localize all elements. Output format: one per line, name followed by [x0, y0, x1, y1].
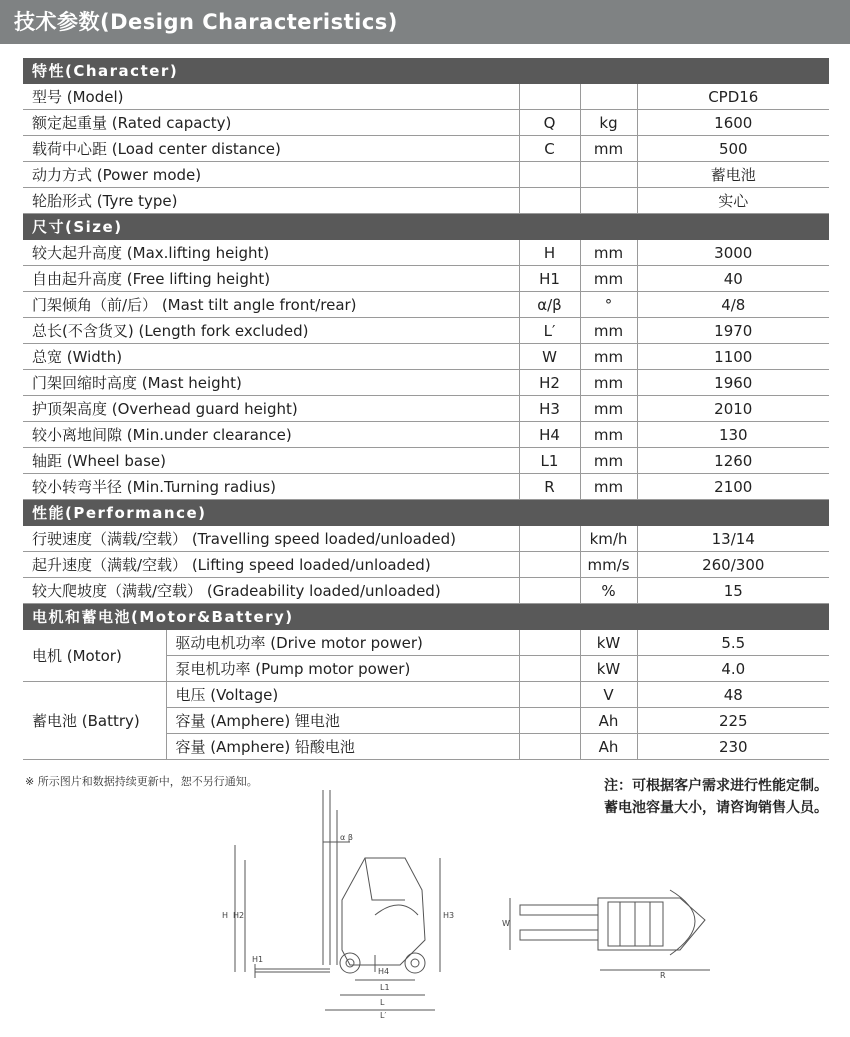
spec-unit: kW: [580, 656, 637, 682]
spec-unit: mm: [580, 344, 637, 370]
label-w: W: [502, 919, 510, 928]
label-h4: H4: [378, 967, 390, 976]
spec-label: 门架倾角（前/后） (Mast tilt angle front/rear): [23, 292, 519, 318]
spec-row: [23, 370, 829, 396]
spec-label: 轴距 (Wheel base): [23, 448, 519, 474]
spec-label: 起升速度（满载/空载） (Lifting speed loaded/unloaded): [23, 552, 519, 578]
spec-row: [23, 266, 829, 292]
spec-row: [23, 474, 829, 500]
spec-row: [23, 630, 829, 656]
spec-value: 230: [637, 734, 829, 760]
spec-unit: mm: [580, 136, 637, 162]
spec-label: 较小转弯半径 (Min.Turning radius): [23, 474, 519, 500]
spec-label: 较小离地间隙 (Min.under clearance): [23, 422, 519, 448]
spec-label: 较大爬坡度（满载/空载） (Gradeability loaded/unloaded): [23, 578, 519, 604]
spec-unit: Ah: [580, 708, 637, 734]
section-title: 尺寸(Size): [23, 214, 829, 240]
label-h2: H2: [233, 911, 245, 920]
label-alpha-beta: α β: [340, 833, 353, 842]
spec-unit: V: [580, 682, 637, 708]
spec-unit: kg: [580, 110, 637, 136]
spec-row: [23, 448, 829, 474]
spec-value: 15: [637, 578, 829, 604]
footnote-line-2: 蓄电池容量大小，请咨询销售人员。: [604, 800, 828, 816]
spec-symbol: Q: [519, 110, 580, 136]
spec-symbol: α/β: [519, 292, 580, 318]
spec-unit: mm: [580, 422, 637, 448]
label-r: R: [660, 971, 666, 980]
spec-row: [23, 292, 829, 318]
label-h1: H1: [252, 955, 264, 964]
spec-label: 轮胎形式 (Tyre type): [23, 188, 519, 214]
spec-symbol: [519, 656, 580, 682]
section-character: [23, 58, 829, 84]
spec-symbol: [519, 526, 580, 552]
page-title: 技术参数(Design Characteristics): [14, 10, 398, 34]
spec-row: [23, 162, 829, 188]
spec-unit: %: [580, 578, 637, 604]
group-label: 蓄电池 (Battry): [23, 682, 166, 760]
top-fork-right: [520, 930, 598, 940]
spec-unit: kW: [580, 630, 637, 656]
spec-symbol: C: [519, 136, 580, 162]
forklift-diagram: [200, 780, 720, 1020]
spec-value: 1960: [637, 370, 829, 396]
group-label: 电机 (Motor): [23, 630, 166, 682]
spec-row: [23, 552, 829, 578]
truck-body: [342, 858, 425, 965]
spec-row: [23, 110, 829, 136]
spec-table: [23, 58, 829, 760]
spec-row: [23, 682, 829, 708]
spec-value: 4/8: [637, 292, 829, 318]
spec-value: 225: [637, 708, 829, 734]
spec-unit: mm: [580, 448, 637, 474]
spec-symbol: [519, 578, 580, 604]
label-l1: L1: [380, 983, 390, 992]
spec-label: 较大起升高度 (Max.lifting height): [23, 240, 519, 266]
spec-unit: [580, 84, 637, 110]
spec-value: 2100: [637, 474, 829, 500]
spec-value: 13/14: [637, 526, 829, 552]
spec-value: 3000: [637, 240, 829, 266]
spec-row: [23, 526, 829, 552]
spec-unit: mm/s: [580, 552, 637, 578]
spec-value: 蓄电池: [637, 162, 829, 188]
spec-row: [23, 318, 829, 344]
spec-symbol: [519, 188, 580, 214]
spec-symbol: [519, 682, 580, 708]
spec-symbol: [519, 162, 580, 188]
spec-unit: mm: [580, 240, 637, 266]
spec-symbol: [519, 734, 580, 760]
spec-value: 实心: [637, 188, 829, 214]
spec-label: 总宽 (Width): [23, 344, 519, 370]
label-lprime: L′: [380, 1011, 387, 1020]
spec-symbol: [519, 84, 580, 110]
spec-value: 1260: [637, 448, 829, 474]
section-title: 电机和蓄电池(Motor&Battery): [23, 604, 829, 630]
footnote-disclaimer: ※ 所示图片和数据持续更新中，恕不另行通知。: [25, 775, 258, 788]
spec-label: 额定起重量 (Rated capacty): [23, 110, 519, 136]
section-motor-battery: [23, 604, 829, 630]
spec-value: 260/300: [637, 552, 829, 578]
spec-value: 1600: [637, 110, 829, 136]
spec-symbol: R: [519, 474, 580, 500]
spec-value: 130: [637, 422, 829, 448]
spec-symbol: L′: [519, 318, 580, 344]
spec-symbol: H: [519, 240, 580, 266]
spec-symbol: H3: [519, 396, 580, 422]
label-l: L: [380, 998, 385, 1007]
spec-label: 护顶架高度 (Overhead guard height): [23, 396, 519, 422]
spec-unit: mm: [580, 370, 637, 396]
section-title: 特性(Character): [23, 58, 829, 84]
spec-symbol: [519, 552, 580, 578]
spec-symbol: L1: [519, 448, 580, 474]
spec-symbol: [519, 630, 580, 656]
spec-row: [23, 344, 829, 370]
spec-row: [23, 422, 829, 448]
spec-symbol: [519, 708, 580, 734]
spec-label: 容量 (Amphere) 锂电池: [166, 708, 519, 734]
spec-row: [23, 240, 829, 266]
title-bar: [0, 0, 850, 44]
label-h3: H3: [443, 911, 455, 920]
spec-symbol: W: [519, 344, 580, 370]
spec-value: 4.0: [637, 656, 829, 682]
spec-unit: mm: [580, 396, 637, 422]
spec-unit: [580, 188, 637, 214]
spec-unit: Ah: [580, 734, 637, 760]
spec-label: 门架回缩时高度 (Mast height): [23, 370, 519, 396]
spec-value: 1100: [637, 344, 829, 370]
spec-row: [23, 396, 829, 422]
spec-value: 1970: [637, 318, 829, 344]
spec-value: 5.5: [637, 630, 829, 656]
spec-label: 泵电机功率 (Pump motor power): [166, 656, 519, 682]
rear-wheel: [405, 953, 425, 973]
spec-symbol: H2: [519, 370, 580, 396]
spec-row: [23, 84, 829, 110]
spec-row: [23, 188, 829, 214]
spec-label: 电压 (Voltage): [166, 682, 519, 708]
spec-row: [23, 136, 829, 162]
spec-value: 40: [637, 266, 829, 292]
spec-symbol: H1: [519, 266, 580, 292]
spec-label: 驱动电机功率 (Drive motor power): [166, 630, 519, 656]
spec-label: 容量 (Amphere) 铅酸电池: [166, 734, 519, 760]
spec-value: 2010: [637, 396, 829, 422]
footnote-line-1: 注：可根据客户需求进行性能定制。: [604, 778, 828, 794]
spec-label: 载荷中心距 (Load center distance): [23, 136, 519, 162]
spec-label: 型号 (Model): [23, 84, 519, 110]
section-title: 性能(Performance): [23, 500, 829, 526]
spec-label: 总长(不含货叉) (Length fork excluded): [23, 318, 519, 344]
spec-value: 48: [637, 682, 829, 708]
spec-unit: °: [580, 292, 637, 318]
section-size: [23, 214, 829, 240]
spec-label: 自由起升高度 (Free lifting height): [23, 266, 519, 292]
spec-unit: mm: [580, 266, 637, 292]
spec-unit: [580, 162, 637, 188]
label-h: H: [222, 911, 229, 920]
spec-unit: mm: [580, 474, 637, 500]
front-wheel: [340, 953, 360, 973]
spec-row: [23, 578, 829, 604]
spec-label: 动力方式 (Power mode): [23, 162, 519, 188]
top-fork-left: [520, 905, 598, 915]
spec-unit: km/h: [580, 526, 637, 552]
section-performance: [23, 500, 829, 526]
spec-label: 行驶速度（满载/空载） (Travelling speed loaded/unloaded): [23, 526, 519, 552]
spec-value: CPD16: [637, 84, 829, 110]
spec-value: 500: [637, 136, 829, 162]
spec-unit: mm: [580, 318, 637, 344]
spec-symbol: H4: [519, 422, 580, 448]
